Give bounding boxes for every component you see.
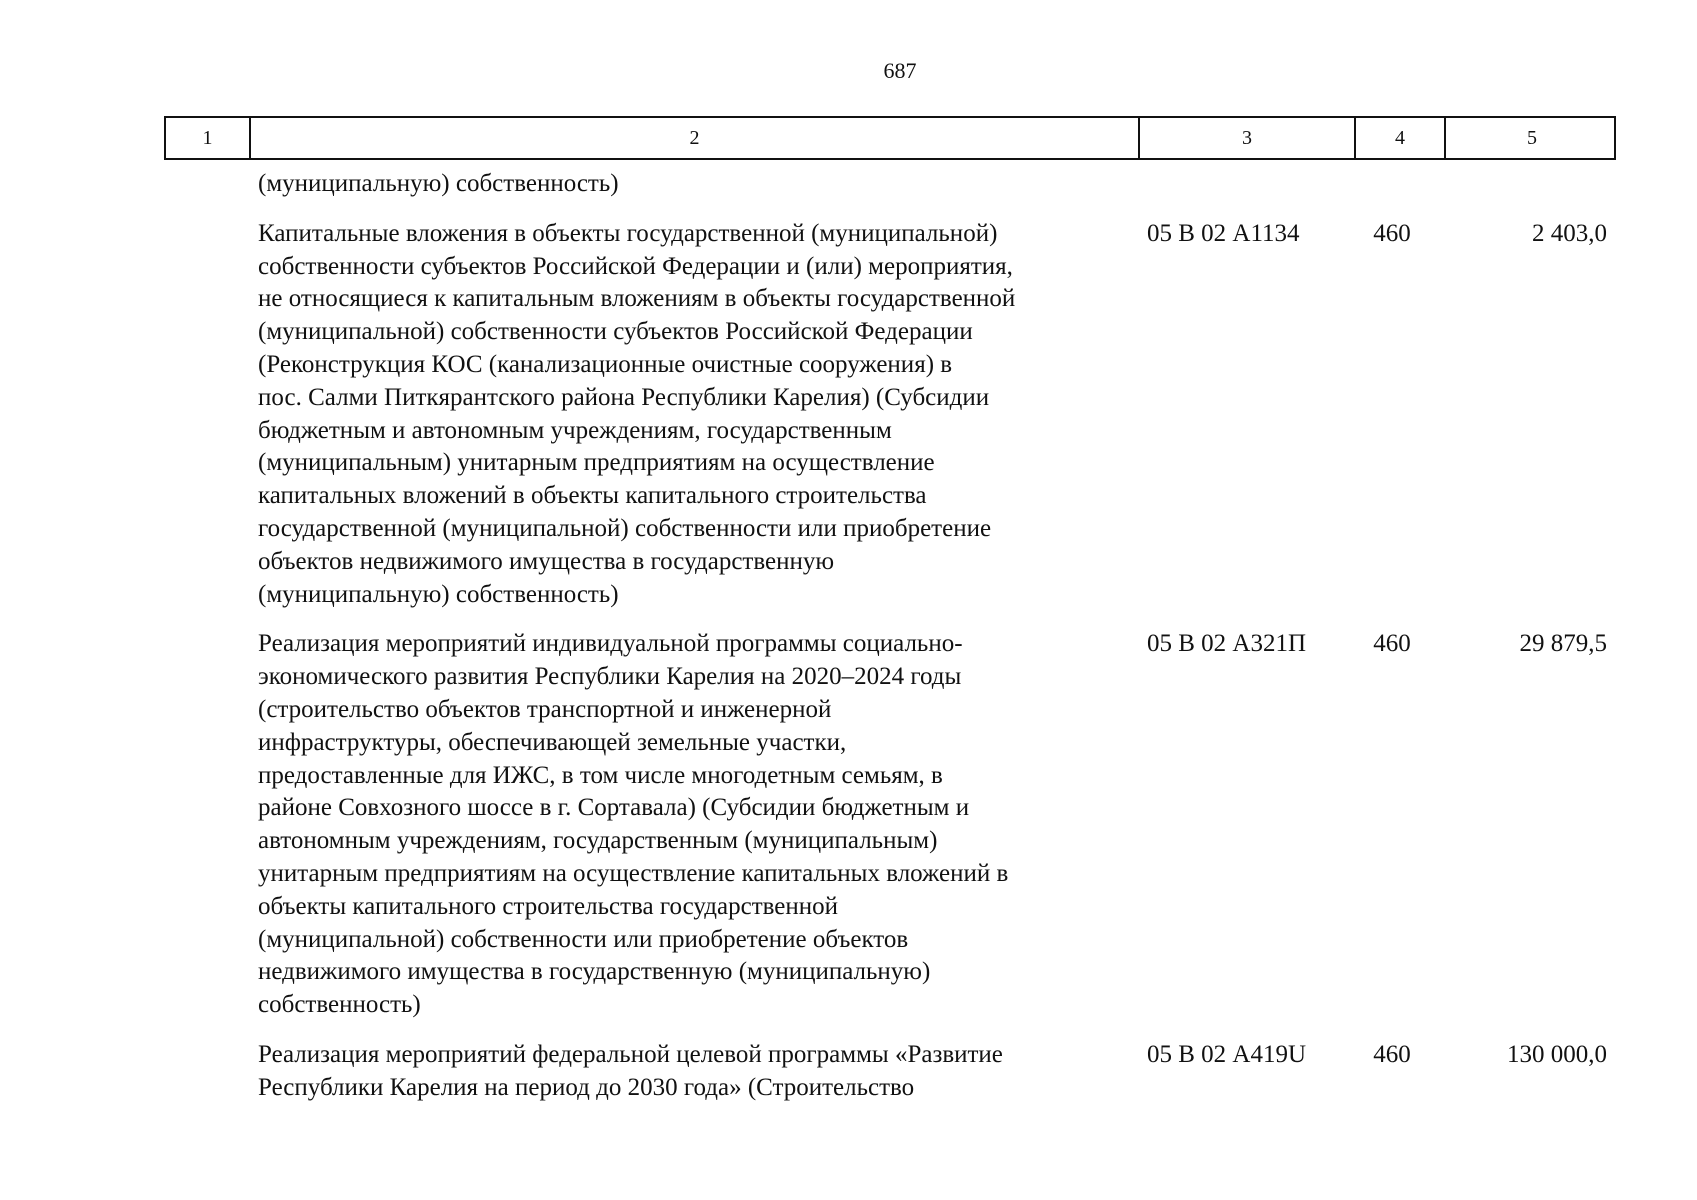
table-row: [164, 218, 1616, 612]
continuation-text: (муниципальную) собственность): [258, 170, 619, 197]
row-type: 460: [1373, 630, 1411, 658]
cell-col-4: [1354, 168, 1444, 201]
header-col-2: 2: [251, 118, 1140, 158]
row-description: Реализация мероприятий индивидуальной программы социально- экономического развития Республики Карелия на 2020–2024 годы (строительство объектов транспортной и инженерной инфраструктуры, обеспечивающей земельные участки, предоставленные для ИЖС, в том числе многодетным семьям, в районе Совхозного шоссе в г. Сортавала) (Субсидии бюджетным и автономным учреждениям, государственным (муниципальным) унитарным предприятиям на осуществление капитальных вложений в объекты капитального строительства государственной (муниципальной) собственности или приобретение объектов недвижимого имущества в государственную (муниципальную) собственность): [258, 630, 1009, 1019]
row-type: 460: [1373, 1040, 1411, 1068]
cell-col-3: [1138, 168, 1354, 201]
header-col-1: 1: [166, 118, 251, 158]
row-amount: 130 000,0: [1507, 1040, 1607, 1068]
row-amount: 2 403,0: [1532, 219, 1607, 247]
header-col-3: 3: [1140, 118, 1356, 158]
header-col-4: 4: [1356, 118, 1446, 158]
header-col-5: 5: [1527, 126, 1537, 149]
row-code: 05 В 02 А321П: [1147, 630, 1307, 658]
page-number: 687: [883, 58, 917, 83]
table-body: [164, 168, 1616, 1105]
continuation-row: [164, 168, 1616, 201]
row-code: 05 В 02 А1134: [1147, 219, 1300, 247]
table-row: [164, 628, 1616, 1022]
table-header: [164, 116, 1616, 160]
cell-col-5: [1444, 168, 1616, 201]
row-amount: 29 879,5: [1519, 630, 1607, 658]
row-description: Реализация мероприятий федеральной целевой программы «Развитие Республики Карелия на период до 2030 года» (Строительство: [258, 1040, 1003, 1101]
row-code: 05 В 02 А419U: [1147, 1040, 1307, 1068]
row-description: Капитальные вложения в объекты государственной (муниципальной) собственности субъектов Российской Федерации и (или) мероприятия, не относящиеся к капитальным вложениям в объекты государственной (муниципальной) собственности субъектов Российской Федерации (Реконструкция КОС (канализационные очистные сооружения) в пос. Салми Питкярантского района Республики Карелия) (Субсидии бюджетным и автономным учреждениям, государственным (муниципальным) унитарным предприятиям на осуществление капитальных вложений в объекты капитального строительства государственной (муниципальной) собственности или приобретение объектов недвижимого имущества в государственную (муниципальную) собственность): [258, 219, 1016, 608]
row-type: 460: [1373, 219, 1411, 247]
table-row: [164, 1039, 1616, 1105]
